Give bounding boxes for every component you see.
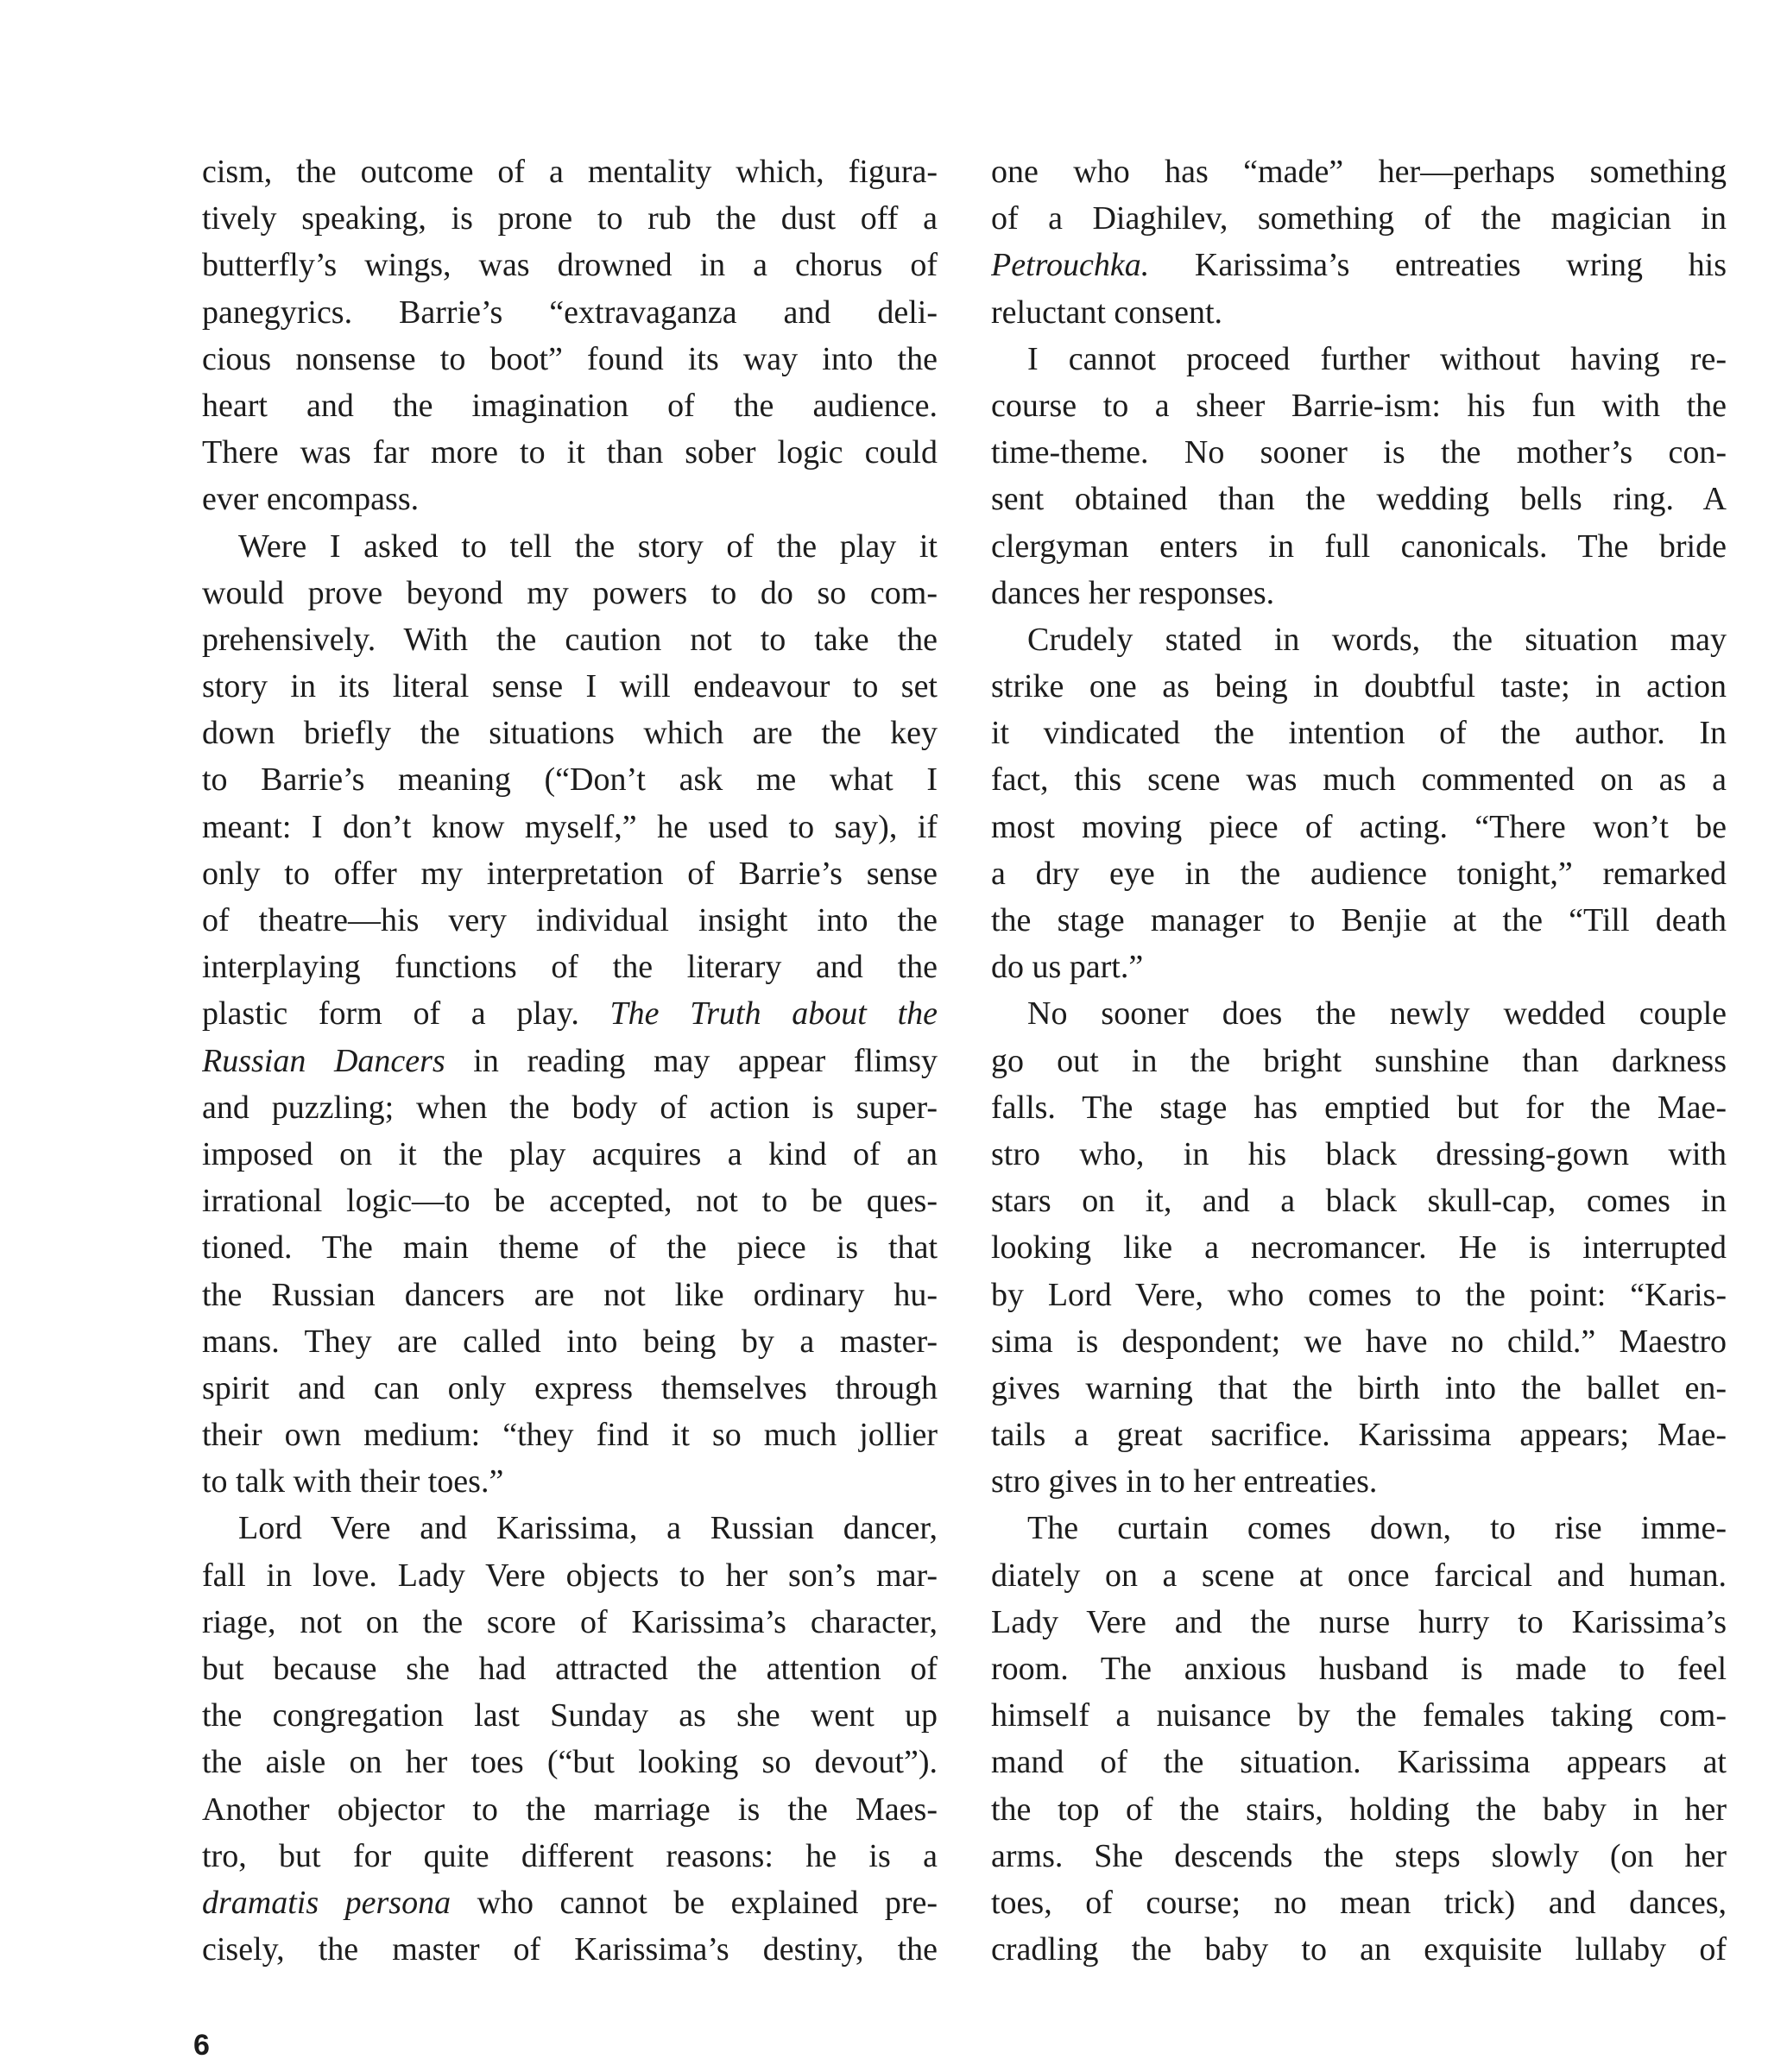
text-line xyxy=(991,195,1727,242)
text-line xyxy=(202,148,938,195)
text-line xyxy=(202,663,938,710)
text-line xyxy=(991,1131,1727,1178)
line-text: prehensively. With the caution not to take the xyxy=(202,621,938,658)
text-line xyxy=(991,990,1727,1037)
text-line xyxy=(991,1272,1727,1318)
text-line xyxy=(202,1038,938,1084)
text-line xyxy=(202,289,938,336)
text-line xyxy=(991,897,1727,944)
line-text: the top of the stairs, holding the baby in her xyxy=(991,1791,1727,1828)
line-text: panegyrics. Barrie’s “extravaganza and deli- xyxy=(202,294,938,331)
text-line xyxy=(991,1365,1727,1412)
line-text: falls. The stage has emptied but for the Mae- xyxy=(991,1089,1727,1126)
line-text: of a Diaghilev, something of the magician in xyxy=(991,200,1727,237)
line-text: interplaying functions of the literary and the xyxy=(202,949,938,986)
line-text: arms. She descends the steps slowly (on her xyxy=(991,1837,1727,1874)
line-text: in reading may appear flimsy xyxy=(445,1042,938,1079)
line-text: Lady Vere and the nurse hurry to Karissima’s xyxy=(991,1603,1727,1640)
line-text: room. The anxious husband is made to feel xyxy=(991,1651,1727,1687)
line-text: No sooner does the newly wedded couple xyxy=(1027,995,1727,1033)
line-text: by Lord Vere, who comes to the point: “Karis- xyxy=(991,1276,1727,1313)
text-line xyxy=(202,1692,938,1739)
text-line xyxy=(202,1365,938,1412)
text-line xyxy=(202,1272,938,1318)
text-line xyxy=(991,1646,1727,1692)
text-line xyxy=(991,804,1727,850)
line-text: course to a sheer Barrie-ism: his fun with the xyxy=(991,387,1727,424)
text-line xyxy=(991,336,1727,382)
line-text: Crudely stated in words, the situation may xyxy=(1027,621,1727,658)
line-text: would prove beyond my powers to do so com- xyxy=(202,574,938,611)
text-line xyxy=(202,1412,938,1458)
text-line xyxy=(991,1552,1727,1599)
text-line xyxy=(202,1318,938,1365)
right-text-column xyxy=(991,148,1727,1973)
line-text: looking like a necromancer. He is interrupted xyxy=(991,1229,1727,1267)
line-text: of theatre—his very individual insight into the xyxy=(202,902,938,938)
line-text: tro, but for quite different reasons: he is a xyxy=(202,1837,938,1874)
italic-text: dramatis persona xyxy=(202,1884,451,1921)
text-line xyxy=(991,1178,1727,1224)
text-line xyxy=(202,1739,938,1785)
line-text: do us part.” xyxy=(991,949,1144,986)
line-text: sent obtained than the wedding bells ring. A xyxy=(991,481,1727,518)
text-line xyxy=(202,1131,938,1178)
line-text: stro who, in his black dressing-gown with xyxy=(991,1135,1727,1172)
text-line xyxy=(202,944,938,990)
line-text: tioned. The main theme of the piece is that xyxy=(202,1229,938,1267)
text-line xyxy=(991,1084,1727,1131)
line-text: and puzzling; when the body of action is super- xyxy=(202,1089,938,1126)
line-text: cism, the outcome of a mentality which, figura- xyxy=(202,154,938,190)
line-text: to talk with their toes.” xyxy=(202,1463,504,1500)
text-line xyxy=(202,990,938,1037)
text-line xyxy=(202,1646,938,1692)
text-line xyxy=(991,1833,1727,1879)
text-line xyxy=(202,850,938,897)
text-line xyxy=(202,336,938,382)
line-text: toes, of course; no mean trick) and dances, xyxy=(991,1884,1727,1921)
line-text: reluctant consent. xyxy=(991,294,1223,331)
left-text-column xyxy=(202,148,938,1973)
line-text: I cannot proceed further without having re- xyxy=(1027,340,1727,377)
line-text: who cannot be explained pre- xyxy=(451,1884,938,1921)
line-text: a dry eye in the audience tonight,” remarked xyxy=(991,855,1727,892)
text-line xyxy=(202,1084,938,1131)
text-line xyxy=(202,1552,938,1599)
line-text: Another objector to the marriage is the Maes- xyxy=(202,1791,938,1828)
line-text: gives warning that the birth into the ballet en- xyxy=(991,1369,1727,1406)
italic-text: Russian Dancers xyxy=(202,1042,445,1079)
line-text: fact, this scene was much commented on as a xyxy=(991,761,1727,799)
line-text: cradling the baby to an exquisite lullaby of xyxy=(991,1931,1727,1968)
text-line xyxy=(991,289,1727,336)
line-text: imposed on it the play acquires a kind of an xyxy=(202,1135,938,1172)
line-text: mand of the situation. Karissima appears at xyxy=(991,1744,1727,1781)
text-line xyxy=(202,242,938,288)
text-line xyxy=(991,1458,1727,1505)
line-text: go out in the bright sunshine than darkness xyxy=(991,1042,1727,1079)
text-line xyxy=(991,1879,1727,1926)
text-line xyxy=(991,850,1727,897)
text-line xyxy=(991,756,1727,803)
line-text: Were I asked to tell the story of the play it xyxy=(238,527,938,565)
text-line xyxy=(202,804,938,850)
line-text: dances her responses. xyxy=(991,574,1275,611)
line-text: The curtain comes down, to rise imme- xyxy=(1027,1510,1727,1547)
text-line xyxy=(991,1318,1727,1365)
text-line xyxy=(202,756,938,803)
text-line xyxy=(991,523,1727,570)
line-text: it vindicated the intention of the author. In xyxy=(991,715,1727,752)
line-text: irrational logic—to be accepted, not to be ques- xyxy=(202,1183,938,1220)
line-text: tails a great sacrifice. Karissima appears; Mae- xyxy=(991,1417,1727,1454)
text-line xyxy=(202,382,938,429)
text-line xyxy=(202,616,938,663)
line-text: story in its literal sense I will endeavour to set xyxy=(202,668,938,705)
text-line xyxy=(991,1224,1727,1271)
text-line xyxy=(991,944,1727,990)
text-line xyxy=(991,1599,1727,1646)
text-line xyxy=(991,429,1727,476)
line-text: the stage manager to Benjie at the “Till death xyxy=(991,902,1727,938)
line-text: the Russian dancers are not like ordinary hu- xyxy=(202,1276,938,1313)
text-line xyxy=(202,1786,938,1833)
text-line xyxy=(202,1178,938,1224)
line-text: diately on a scene at once farcical and human. xyxy=(991,1557,1727,1594)
line-text: There was far more to it than sober logic could xyxy=(202,434,938,471)
text-line xyxy=(991,1505,1727,1551)
line-text: one who has “made” her—perhaps something xyxy=(991,154,1727,190)
text-line xyxy=(991,663,1727,710)
line-text: mans. They are called into being by a master- xyxy=(202,1323,938,1360)
text-line xyxy=(202,195,938,242)
line-text: heart and the imagination of the audience. xyxy=(202,387,938,424)
italic-text: The Truth about the xyxy=(609,995,938,1033)
text-line xyxy=(991,1786,1727,1833)
text-line xyxy=(202,476,938,522)
text-line xyxy=(991,1926,1727,1973)
text-line xyxy=(991,570,1727,616)
page-number: 6 xyxy=(193,2029,210,2062)
text-line xyxy=(202,897,938,944)
line-text: Karissima’s entreaties wring his xyxy=(1149,247,1727,284)
line-text: ever encompass. xyxy=(202,481,420,518)
line-text: strike one as being in doubtful taste; in action xyxy=(991,668,1727,705)
line-text: their own medium: “they find it so much jollier xyxy=(202,1417,938,1454)
line-text: to Barrie’s meaning (“Don’t ask me what I xyxy=(202,761,938,799)
text-line xyxy=(202,1224,938,1271)
text-line xyxy=(991,1038,1727,1084)
line-text: cious nonsense to boot” found its way into the xyxy=(202,340,938,377)
text-line xyxy=(202,1879,938,1926)
line-text: riage, not on the score of Karissima’s character, xyxy=(202,1603,938,1640)
line-text: the aisle on her toes (“but looking so devout”). xyxy=(202,1744,938,1781)
line-text: most moving piece of acting. “There won’t be xyxy=(991,808,1727,845)
text-line xyxy=(991,1739,1727,1785)
line-text: but because she had attracted the attention of xyxy=(202,1651,938,1687)
text-line xyxy=(991,148,1727,195)
line-text: plastic form of a play. xyxy=(202,995,610,1033)
line-text: fall in love. Lady Vere objects to her son’s mar- xyxy=(202,1557,938,1594)
text-line xyxy=(202,1599,938,1646)
text-line xyxy=(202,1926,938,1973)
text-line xyxy=(991,382,1727,429)
line-text: clergyman enters in full canonicals. The bride xyxy=(991,527,1727,565)
text-line xyxy=(202,429,938,476)
line-text: tively speaking, is prone to rub the dust off a xyxy=(202,200,938,237)
text-line xyxy=(202,1458,938,1505)
text-line xyxy=(202,710,938,756)
line-text: cisely, the master of Karissima’s destiny, the xyxy=(202,1931,938,1968)
line-text: butterfly’s wings, was drowned in a chorus of xyxy=(202,247,938,284)
text-line xyxy=(991,476,1727,522)
line-text: spirit and can only express themselves through xyxy=(202,1369,938,1406)
italic-text: Petrouchka. xyxy=(991,247,1150,284)
text-line xyxy=(202,523,938,570)
text-line xyxy=(991,710,1727,756)
text-line xyxy=(202,1505,938,1551)
text-line xyxy=(991,242,1727,288)
line-text: only to offer my interpretation of Barrie’s sense xyxy=(202,855,938,892)
text-line xyxy=(991,616,1727,663)
line-text: sima is despondent; we have no child.” Maestro xyxy=(991,1323,1727,1360)
line-text: stro gives in to her entreaties. xyxy=(991,1463,1378,1500)
line-text: the congregation last Sunday as she went up xyxy=(202,1697,938,1734)
line-text: meant: I don’t know myself,” he used to say), if xyxy=(202,808,938,845)
line-text: stars on it, and a black skull-cap, comes in xyxy=(991,1183,1727,1220)
line-text: time-theme. No sooner is the mother’s con- xyxy=(991,434,1727,471)
line-text: down briefly the situations which are the key xyxy=(202,715,938,752)
line-text: Lord Vere and Karissima, a Russian dancer, xyxy=(238,1510,938,1547)
line-text: himself a nuisance by the females taking com- xyxy=(991,1697,1727,1734)
text-line xyxy=(202,1833,938,1879)
text-line xyxy=(202,570,938,616)
text-line xyxy=(991,1692,1727,1739)
text-line xyxy=(991,1412,1727,1458)
